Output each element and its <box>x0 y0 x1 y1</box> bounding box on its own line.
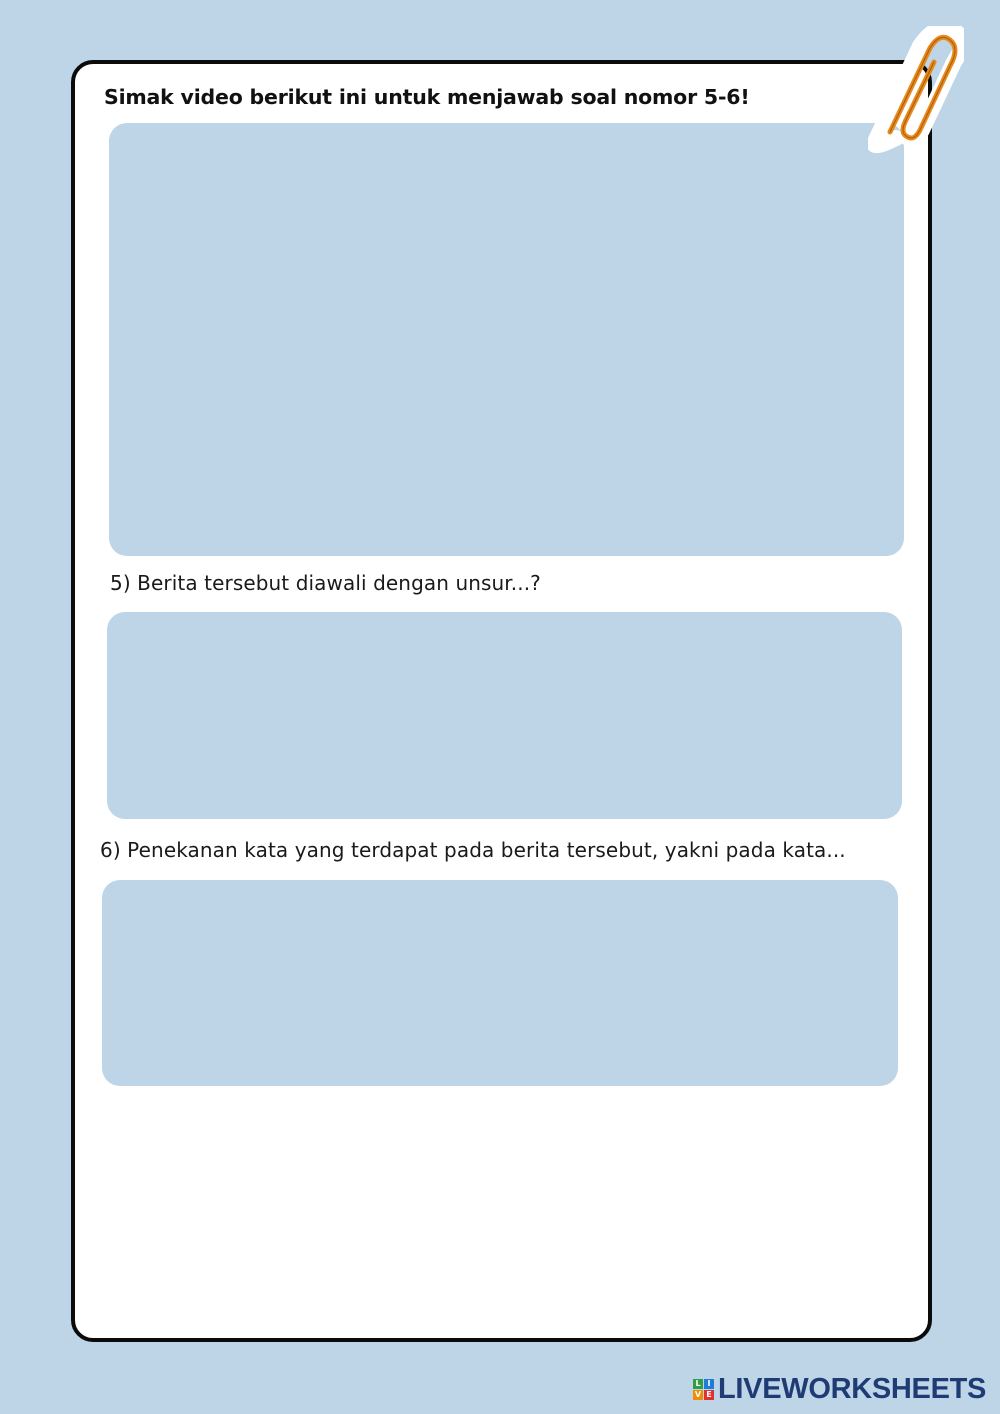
question-6-text: 6) Penekanan kata yang terdapat pada berita tersebut, yakni pada kata... <box>100 838 846 862</box>
brand-name: LIVEWORKSHEETS <box>718 1372 987 1405</box>
logo-letter-e: E <box>704 1390 714 1400</box>
question-5-text: 5) Berita tersebut diawali dengan unsur...? <box>110 571 541 595</box>
liveworksheets-logo-icon <box>693 1379 714 1400</box>
video-embed-area[interactable] <box>109 123 904 556</box>
logo-letter-v: V <box>694 1389 702 1399</box>
answer-box-question-5[interactable] <box>107 612 902 819</box>
instruction-heading: Simak video berikut ini untuk menjawab soal nomor 5-6! <box>104 85 750 109</box>
answer-box-question-6[interactable] <box>102 880 898 1086</box>
liveworksheets-branding <box>693 1373 986 1405</box>
logo-letter-i: I <box>704 1379 714 1389</box>
paperclip-icon <box>868 26 964 156</box>
logo-letter-l: L <box>693 1379 703 1389</box>
